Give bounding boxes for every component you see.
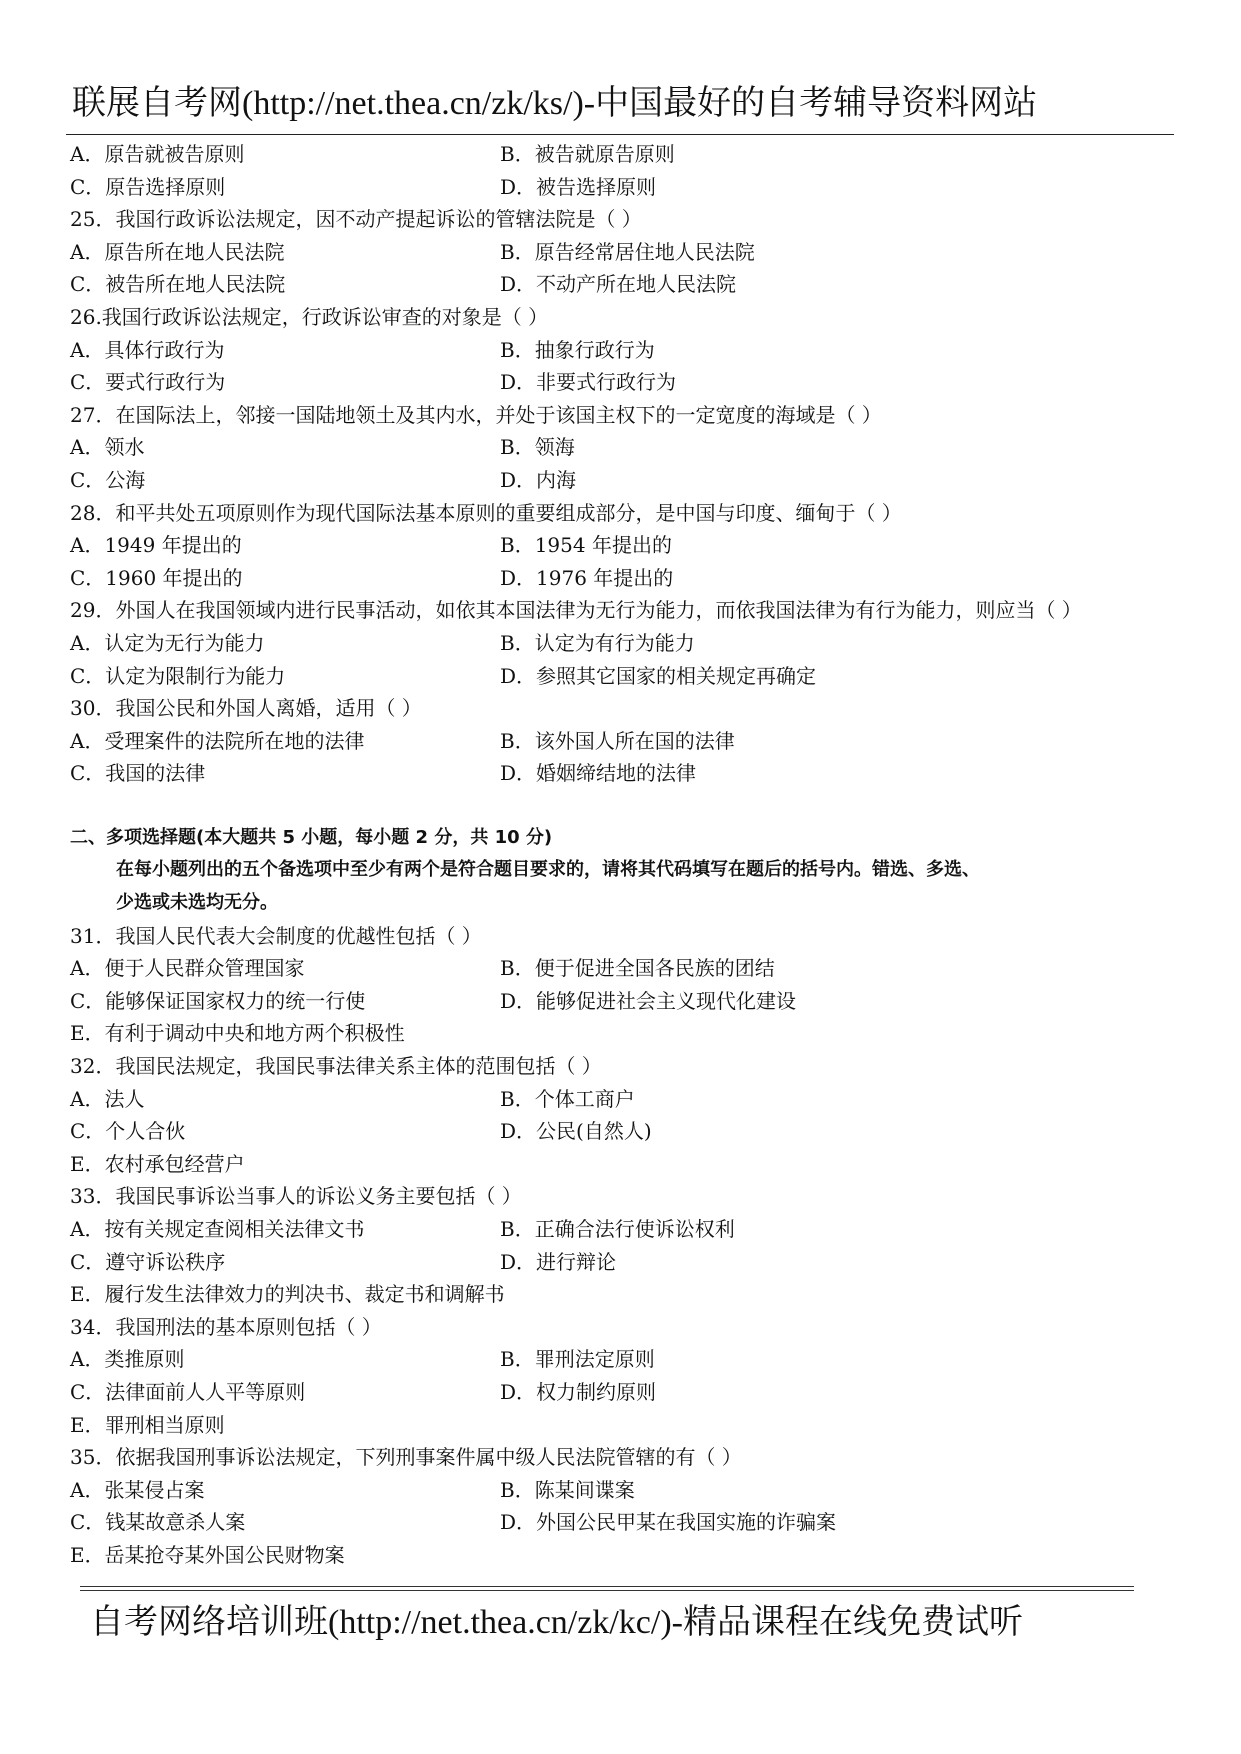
option-left: A．类推原则 — [70, 1347, 185, 1372]
option-row — [70, 952, 1220, 985]
option-left: A．张某侵占案 — [70, 1477, 205, 1502]
option-row — [70, 1213, 1220, 1246]
option-left: A．认定为无行为能力 — [70, 630, 265, 655]
option-row — [70, 757, 1220, 790]
section-heading — [70, 822, 1220, 855]
option-left: C．我国的法律 — [70, 761, 206, 786]
line-text: 二、多项选择题(本大题共 5 小题，每小题 2 分，共 10 分) — [70, 826, 553, 848]
option-row — [70, 1083, 1220, 1116]
option-row — [70, 431, 1220, 464]
option-right: D．权力制约原则 — [500, 1379, 657, 1404]
option-right: D．婚姻缔结地的法律 — [500, 761, 697, 786]
option-right: D．不动产所在地人民法院 — [500, 272, 737, 297]
option-row — [70, 236, 1220, 269]
option-row — [70, 171, 1220, 204]
option-row — [70, 985, 1220, 1018]
text-line — [70, 1278, 1220, 1311]
text-line — [70, 301, 1220, 334]
text-line — [70, 692, 1220, 725]
option-left: A．便于人民群众管理国家 — [70, 956, 305, 981]
line-text: 在每小题列出的五个备选项中至少有两个是符合题目要求的，请将其代码填写在题后的括号内。错选、多选、 — [116, 859, 980, 881]
option-row — [70, 627, 1220, 660]
text-line — [70, 920, 1220, 953]
option-right: D．非要式行政行为 — [500, 370, 677, 395]
option-left: C．法律面前人人平等原则 — [70, 1379, 306, 1404]
option-right: B．抽象行政行为 — [500, 337, 655, 362]
line-text: 34．我国刑法的基本原则包括（ ） — [70, 1314, 382, 1339]
option-row — [70, 1474, 1220, 1507]
option-left: C．能够保证国家权力的统一行使 — [70, 988, 366, 1013]
option-left: C．原告选择原则 — [70, 174, 226, 199]
section-instructions — [70, 887, 1220, 920]
line-text: 29．外国人在我国领域内进行民事活动，如依其本国法律为无行为能力，而依我国法律为有行为能力，则应当（ ） — [70, 598, 1082, 623]
line-text: 32．我国民法规定，我国民事法律关系主体的范围包括（ ） — [70, 1054, 602, 1079]
option-row — [70, 1246, 1220, 1279]
option-right: B．领海 — [500, 435, 575, 460]
option-right: B．陈某间谍案 — [500, 1477, 635, 1502]
text-line — [70, 1441, 1220, 1474]
exam-body — [70, 138, 1220, 1572]
line-text: E．履行发生法律效力的判决书、裁定书和调解书 — [70, 1282, 505, 1307]
text-line — [70, 1539, 1220, 1572]
option-right: D．参照其它国家的相关规定再确定 — [500, 663, 817, 688]
line-text: E．岳某抢夺某外国公民财物案 — [70, 1542, 345, 1567]
option-left: C．1960 年提出的 — [70, 565, 243, 590]
option-left: C．钱某故意杀人案 — [70, 1510, 246, 1535]
option-left: C．遵守诉讼秩序 — [70, 1249, 226, 1274]
option-right: D．公民(自然人) — [500, 1119, 652, 1144]
text-line — [70, 1050, 1220, 1083]
option-right: B．被告就原告原则 — [500, 142, 675, 166]
option-row — [70, 1343, 1220, 1376]
option-left: C．个人合伙 — [70, 1119, 186, 1144]
line-text: E．罪刑相当原则 — [70, 1412, 225, 1437]
blank-line — [70, 790, 1220, 822]
option-row — [70, 138, 1220, 171]
option-row — [70, 529, 1220, 562]
line-text: 27．在国际法上，邻接一国陆地领土及其内水，并处于该国主权下的一定宽度的海域是（ ） — [70, 402, 882, 427]
line-text: 28．和平共处五项原则作为现代国际法基本原则的重要组成部分，是中国与印度、缅甸于（ ） — [70, 500, 902, 525]
option-left: C．公海 — [70, 467, 146, 492]
line-text: 33．我国民事诉讼当事人的诉讼义务主要包括（ ） — [70, 1184, 522, 1209]
section-instructions — [70, 854, 1220, 887]
option-row — [70, 1506, 1220, 1539]
option-left: A．1949 年提出的 — [70, 533, 242, 558]
line-text: 少选或未选均无分。 — [116, 892, 278, 914]
text-line — [70, 1180, 1220, 1213]
option-left: A．按有关规定查阅相关法律文书 — [70, 1217, 365, 1241]
option-row — [70, 464, 1220, 497]
text-line — [70, 594, 1220, 627]
option-row — [70, 725, 1220, 758]
line-text: 31．我国人民代表大会制度的优越性包括（ ） — [70, 923, 482, 948]
option-row — [70, 562, 1220, 595]
option-right: D．进行辩论 — [500, 1249, 617, 1274]
text-line — [70, 497, 1220, 530]
option-right: B．该外国人所在国的法律 — [500, 728, 735, 753]
line-text: E．有利于调动中央和地方两个积极性 — [70, 1021, 405, 1046]
option-row — [70, 366, 1220, 399]
option-right: B．罪刑法定原则 — [500, 1347, 655, 1372]
option-left: C．被告所在地人民法院 — [70, 272, 286, 297]
line-text: E．农村承包经营户 — [70, 1151, 245, 1176]
option-row — [70, 1115, 1220, 1148]
option-right: B．正确合法行使诉讼权利 — [500, 1217, 735, 1241]
page-header: 联展自考网(http://net.thea.cn/zk/ks/)-中国最好的自考辅导资料网站 — [72, 85, 1038, 122]
option-left: A．具体行政行为 — [70, 337, 225, 362]
line-text: 35．依据我国刑事诉讼法规定，下列刑事案件属中级人民法院管辖的有（ ） — [70, 1445, 742, 1470]
option-row — [70, 1376, 1220, 1409]
option-right: B．1954 年提出的 — [500, 533, 672, 558]
option-right: D．1976 年提出的 — [500, 565, 674, 590]
option-left: C．要式行政行为 — [70, 370, 226, 395]
line-text: 26.我国行政诉讼法规定，行政诉讼审查的对象是（ ） — [70, 304, 549, 329]
text-line — [70, 1409, 1220, 1442]
option-right: B．原告经常居住地人民法院 — [500, 239, 755, 264]
option-right: D．内海 — [500, 467, 577, 492]
option-row — [70, 660, 1220, 693]
option-right: B．个体工商户 — [500, 1086, 635, 1111]
option-left: C．认定为限制行为能力 — [70, 663, 286, 688]
option-left: A．原告就被告原则 — [70, 142, 245, 166]
text-line — [70, 203, 1220, 236]
option-row — [70, 268, 1220, 301]
text-line — [70, 399, 1220, 432]
text-line — [70, 1017, 1220, 1050]
header-divider — [66, 134, 1174, 135]
option-left: A．法人 — [70, 1086, 145, 1111]
text-line — [70, 1311, 1220, 1344]
line-text: 30．我国公民和外国人离婚，适用（ ） — [70, 696, 422, 721]
option-right: D．外国公民甲某在我国实施的诈骗案 — [500, 1510, 837, 1535]
page-footer: 自考网络培训班(http://net.thea.cn/zk/kc/)-精品课程在线免费试听 — [90, 1604, 1023, 1641]
option-row — [70, 334, 1220, 367]
option-right: D．被告选择原则 — [500, 174, 657, 199]
line-text: 25．我国行政诉讼法规定，因不动产提起诉讼的管辖法院是（ ） — [70, 207, 642, 232]
option-right: B．认定为有行为能力 — [500, 630, 695, 655]
text-line — [70, 1148, 1220, 1181]
footer-divider — [80, 1586, 1134, 1591]
option-right: D．能够促进社会主义现代化建设 — [500, 988, 797, 1013]
option-left: A．原告所在地人民法院 — [70, 239, 285, 264]
option-left: A．受理案件的法院所在地的法律 — [70, 728, 365, 753]
option-left: A．领水 — [70, 435, 145, 460]
option-right: B．便于促进全国各民族的团结 — [500, 956, 775, 981]
